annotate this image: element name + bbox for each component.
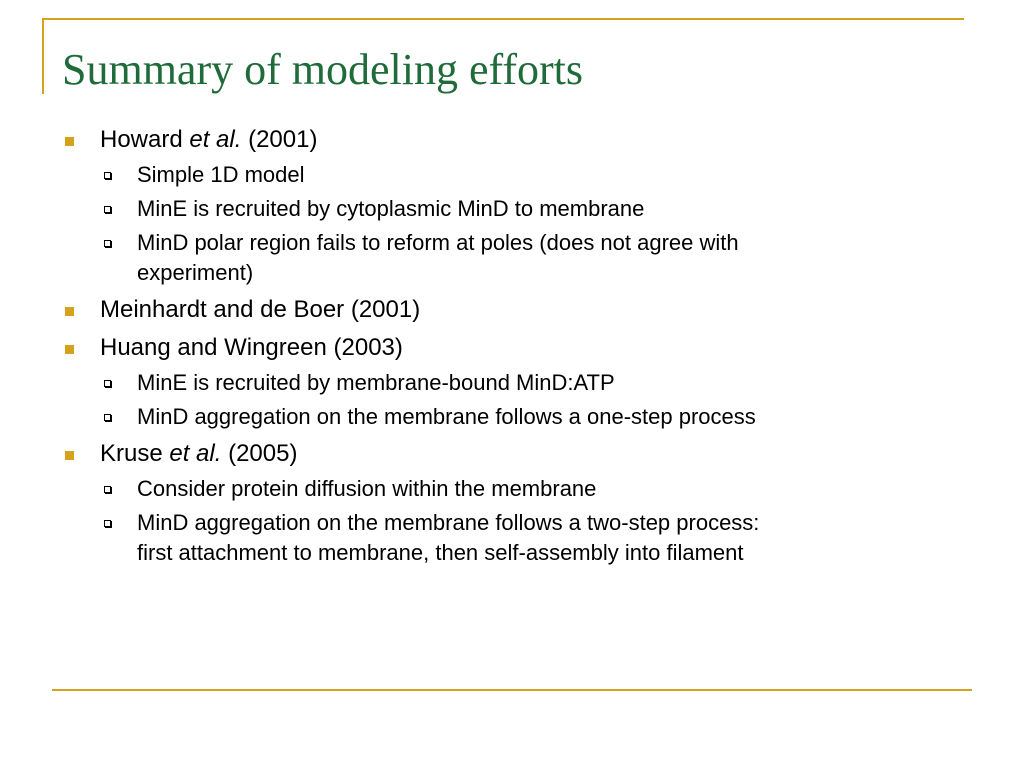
hollow-square-bullet-icon <box>104 520 111 527</box>
hollow-square-bullet-icon <box>104 172 111 179</box>
sub-bullet-item <box>62 194 962 224</box>
sub-bullet-item <box>62 228 962 288</box>
item-author: Huang and Wingreen <box>100 334 327 361</box>
slide-content <box>62 124 962 568</box>
item-etal: et al. <box>169 440 222 467</box>
sub-item-text-continued: first attachment to membrane, then self-assembly into filament <box>137 540 744 565</box>
sub-bullet-item <box>62 368 962 398</box>
frame-vertical-line <box>42 18 44 94</box>
item-author: Kruse <box>100 440 163 467</box>
item-year: (2001) <box>350 296 421 323</box>
item-etal: et al. <box>189 126 242 153</box>
sub-item-text: MinE is recruited by cytoplasmic MinD to membrane <box>137 196 645 221</box>
sub-item-text: Simple 1D model <box>137 162 305 187</box>
hollow-square-bullet-icon <box>104 414 111 421</box>
item-year: (2005) <box>228 440 298 467</box>
bullet-item-meinhardt <box>62 294 962 326</box>
frame-bottom-line <box>52 689 972 691</box>
bullet-item-huang <box>62 332 962 364</box>
item-author: Howard <box>100 126 183 153</box>
sub-item-text: MinD aggregation on the membrane follows a one-step process <box>137 404 756 429</box>
bullet-item-kruse <box>62 438 962 470</box>
hollow-square-bullet-icon <box>104 380 111 387</box>
sub-item-text-continued: experiment) <box>137 260 254 285</box>
sub-bullet-item <box>62 160 962 190</box>
sub-bullet-item <box>62 474 962 504</box>
sub-bullet-item <box>62 402 962 432</box>
sub-bullet-item <box>62 508 962 568</box>
item-year: (2003) <box>333 334 403 361</box>
sub-item-text: Consider protein diffusion within the membrane <box>137 476 597 501</box>
item-author: Meinhardt and de Boer <box>100 296 345 323</box>
square-bullet-icon <box>65 345 74 354</box>
square-bullet-icon <box>65 307 74 316</box>
sub-item-text: MinD polar region fails to reform at poles (does not agree with <box>137 230 739 255</box>
sub-item-text: MinE is recruited by membrane-bound MinD:ATP <box>137 370 615 395</box>
frame-top-line <box>42 18 964 20</box>
slide-title: Summary of modeling efforts <box>62 45 583 94</box>
hollow-square-bullet-icon <box>104 240 111 247</box>
sub-item-text: MinD aggregation on the membrane follows a two-step process: <box>137 510 760 535</box>
hollow-square-bullet-icon <box>104 486 111 493</box>
hollow-square-bullet-icon <box>104 206 111 213</box>
square-bullet-icon <box>65 137 74 146</box>
bullet-item-howard <box>62 124 962 156</box>
square-bullet-icon <box>65 451 74 460</box>
item-year: (2001) <box>248 126 318 153</box>
